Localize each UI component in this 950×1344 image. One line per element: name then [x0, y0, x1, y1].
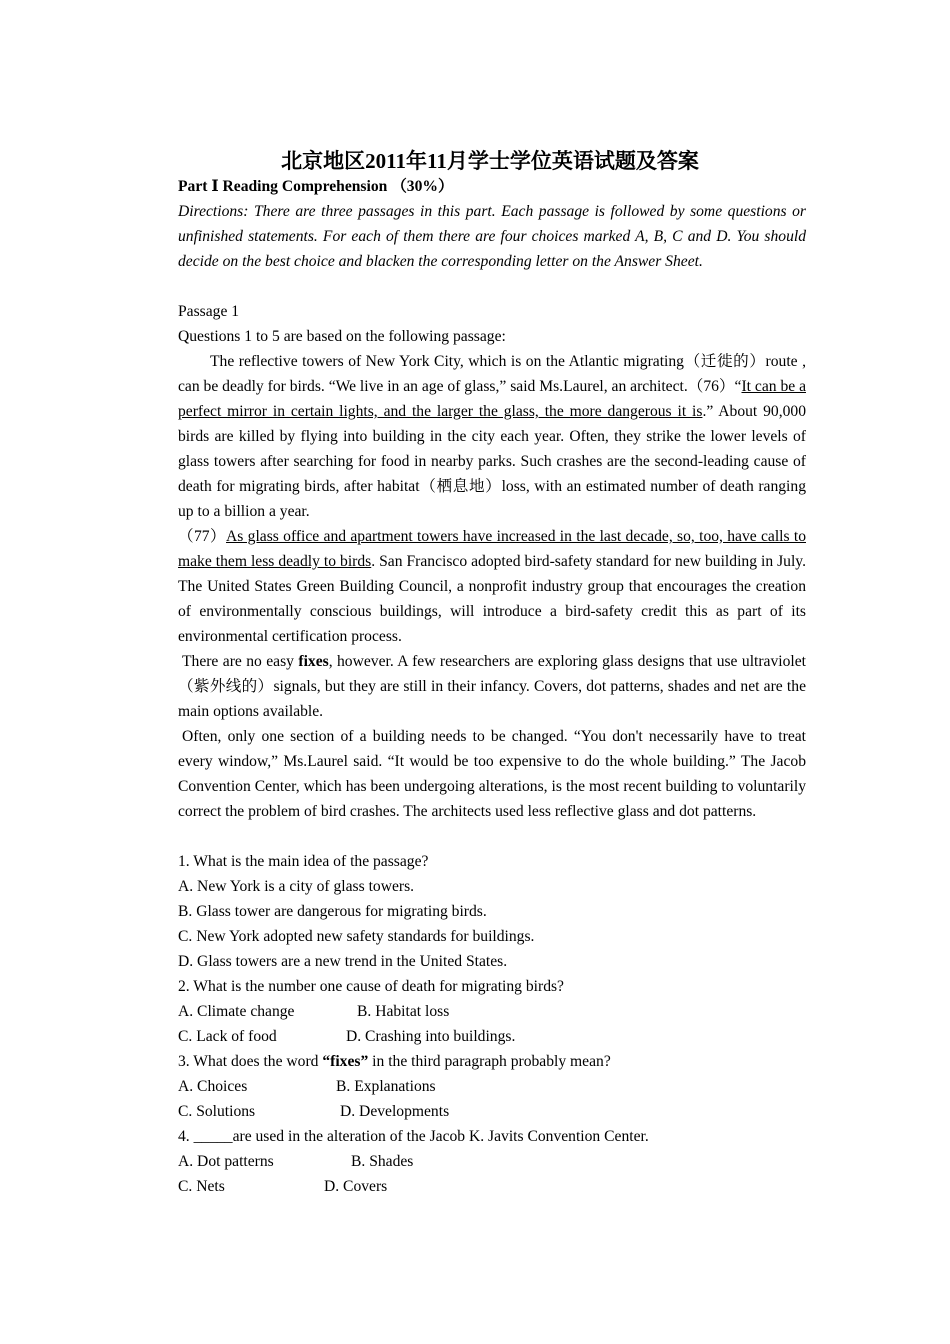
- question-2-option-d: D. Crashing into buildings.: [346, 1028, 516, 1045]
- question-2-option-b: B. Habitat loss: [357, 1003, 450, 1020]
- passage-paragraph-1: [178, 349, 806, 524]
- question-1-option-c: C. New York adopted new safety standards for buildings.: [178, 928, 535, 945]
- question-3-option-c: C. Solutions: [178, 1103, 256, 1120]
- question-text: 3. What does the word: [178, 1053, 323, 1070]
- underlined-sentence-76: It can be a perfect mirror in certain lights, and the larger the glass, the more dangerous it is: [178, 378, 806, 420]
- passage-paragraph-3: [178, 649, 806, 724]
- question-3-option-d: D. Developments: [340, 1103, 450, 1120]
- question-4-option-c: C. Nets: [178, 1178, 225, 1195]
- paragraph-text: （77）: [178, 528, 227, 545]
- question-4: [178, 1124, 806, 1149]
- question-1: 1. What is the main idea of the passage?: [178, 853, 429, 870]
- bold-word: fixes: [298, 653, 329, 670]
- underlined-sentence-77: As glass office and apartment towers have increased in the last decade, so, too, have calls to make them less deadly to birds: [178, 528, 806, 570]
- paragraph-text: , however. A few researchers are exploring glass designs that use ultraviolet（紫外线的）signals, but they are still in their infancy. Covers, dot patterns, shades and net are the main options available.: [178, 653, 806, 720]
- question-4-options-row-1: [178, 1149, 806, 1174]
- question-number: 4.: [178, 1128, 194, 1145]
- question-4-options-row-2: [178, 1174, 806, 1199]
- question-2-option-c: C. Lack of food: [178, 1028, 277, 1045]
- question-3: [178, 1049, 806, 1074]
- question-1-option-a: A. New York is a city of glass towers.: [178, 878, 415, 895]
- question-text: in the third paragraph probably mean?: [368, 1053, 611, 1070]
- question-2-options-row-1: [178, 999, 806, 1024]
- passage-paragraph-2: [178, 524, 806, 649]
- passage-intro: Questions 1 to 5 are based on the following passage:: [178, 328, 506, 345]
- question-2-option-a: A. Climate change: [178, 1003, 295, 1020]
- spacer: [178, 274, 806, 299]
- answer-blank: _____: [193, 1128, 233, 1145]
- bold-word: “fixes”: [322, 1053, 369, 1070]
- question-text: are used in the alteration of the Jacob K. Javits Convention Center.: [232, 1128, 649, 1145]
- question-1-option-b: B. Glass tower are dangerous for migrating birds.: [178, 903, 487, 920]
- question-3-option-a: A. Choices: [178, 1078, 248, 1095]
- question-3-options-row-1: [178, 1074, 806, 1099]
- directions-text: Directions: There are three passages in this part. Each passage is followed by some questions or unfinished statements. For each of them there are four choices marked A, B, C and D. You should decide on the best choice and blacken the corresponding letter on the Answer Sheet.: [178, 203, 806, 270]
- question-4-option-a: A. Dot patterns: [178, 1153, 274, 1170]
- part-heading: Part Ⅰ Reading Comprehension （30%）: [178, 178, 454, 195]
- question-3-options-row-2: [178, 1099, 806, 1124]
- spacer: [178, 824, 806, 849]
- question-4-option-d: D. Covers: [324, 1178, 388, 1195]
- passage-label: Passage 1: [178, 303, 240, 320]
- question-4-option-b: B. Shades: [351, 1153, 414, 1170]
- question-2-options-row-2: [178, 1024, 806, 1049]
- question-2: 2. What is the number one cause of death for migrating birds?: [178, 978, 564, 995]
- page-title: 北京地区2011年11月学士学位英语试题及答案: [281, 149, 699, 173]
- paragraph-text: There are no easy: [182, 653, 299, 670]
- paragraph-text: .” About 90,000 birds are killed by flying into building in the city each year. Often, they strike the lower levels of glass towers after searching for food in nearby parks. Such crashes are the second-leading cause of death for migrating birds, after habitat（栖息地）loss, with an estimated number of death ranging up to a billion a year.: [178, 403, 807, 520]
- passage-paragraph-4: Often, only one section of a building needs to be changed. “You don't necessarily have to treat every window,” Ms.Laurel said. “It would be too expensive to do the whole building.” The Jacob Convention Center, which has been undergoing alterations, is the most recent building to voluntarily correct the problem of bird crashes. The architects used less reflective glass and dot patterns.: [178, 728, 806, 820]
- question-3-option-b: B. Explanations: [336, 1078, 436, 1095]
- document-content: [178, 148, 806, 1199]
- paragraph-text: . San Francisco adopted bird-safety standard for new building in July. The United States Green Building Council, a nonprofit industry group that encourages the creation of environmentally conscious buildings, will introduce a bird-safety credit this as part of its environmental certification process.: [178, 553, 806, 645]
- paragraph-text: The reflective towers of New York City, which is on the Atlantic migrating（迁徙的）route , can be deadly for birds. “We live in an age of glass,” said Ms.Laurel, an architect.（76）“: [178, 353, 806, 395]
- question-1-option-d: D. Glass towers are a new trend in the United States.: [178, 953, 508, 970]
